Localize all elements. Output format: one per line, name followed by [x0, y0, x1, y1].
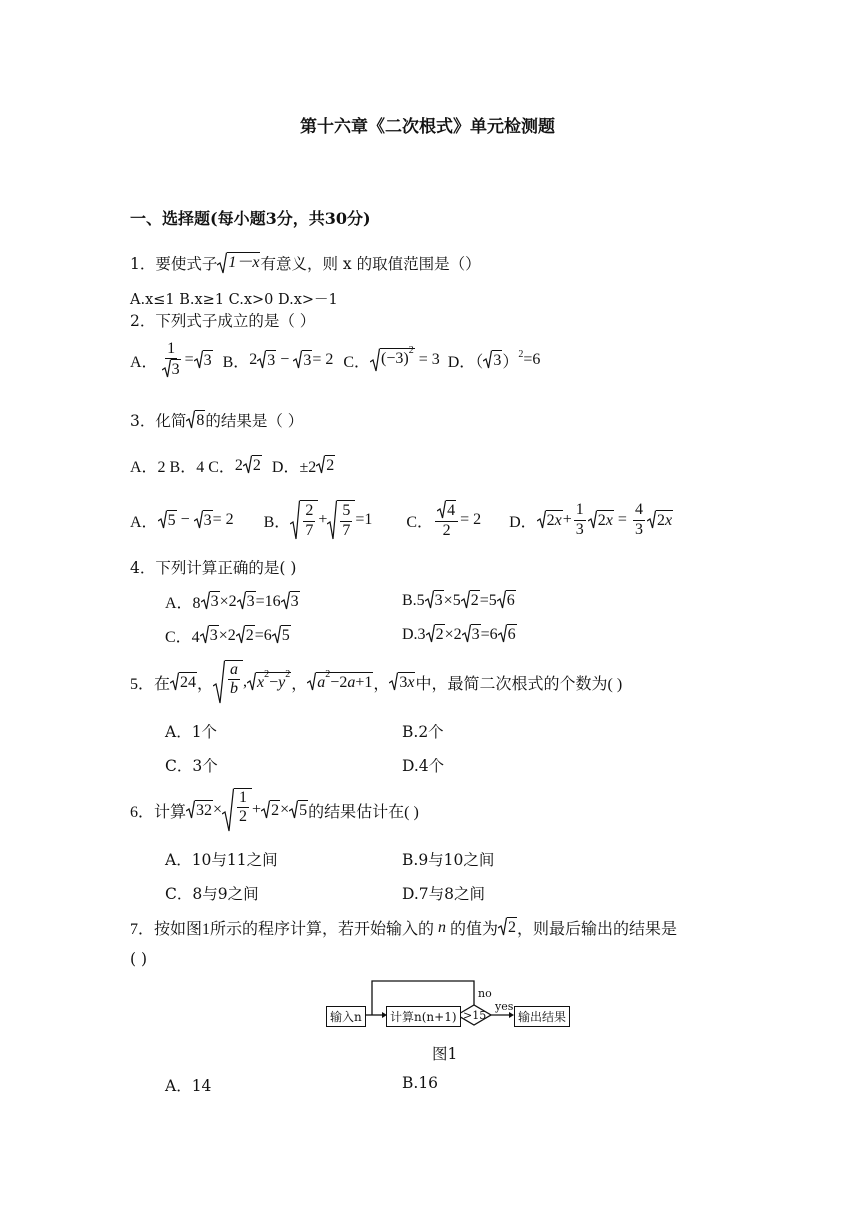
- q2-option-b-label: B．: [222, 353, 250, 371]
- q7-option-b: B.16: [402, 1074, 439, 1092]
- q2-d-paren: ）: [502, 353, 519, 371]
- question-1: [130, 252, 481, 274]
- flow-compute-box: 计算n(n+1): [386, 1006, 461, 1027]
- flow-input-box: 输入n: [326, 1006, 366, 1027]
- q5-option-b: B.2个: [402, 723, 444, 741]
- q5-stem-b: 中，最简二次根式的个数为( ): [415, 675, 623, 693]
- q1-stem-a: 1．要使式子: [130, 255, 218, 273]
- q3-options: A．2 B．4 C． 2 2 D．±2 2: [130, 454, 335, 477]
- q7-stem-b: 的值为: [450, 921, 499, 938]
- q6-option-d: D.7与8之间: [402, 885, 486, 903]
- q1-radicand: 1－x: [227, 252, 260, 274]
- q7-stem-c: ，则最后输出的结果是: [517, 921, 678, 938]
- q7-option-a: A．14: [165, 1077, 212, 1095]
- q4-option-b: B.5 3 ×5 2 =5 6: [402, 591, 515, 609]
- page-title: 第十六章《二次根式》单元检测题: [300, 117, 555, 137]
- q2-option-d-label: D．（: [447, 353, 484, 371]
- q2-b-result: = 2: [312, 351, 334, 369]
- q6-option-b: B.9与10之间: [402, 851, 495, 869]
- question-5: 5．在 24 ， $\frac{a}{b}$ , $x^2-y^2$ ， $a^2-2a+1$ ， 3x 中，最简二次根式的个数为( ): [130, 660, 622, 704]
- q7-paren: ( ): [130, 950, 148, 968]
- q1-options: A.x≤1 B.x≥1 C.x>0 D.x>－1: [130, 292, 338, 308]
- q5-option-a: A．1个: [165, 723, 218, 741]
- q4-option-c: C．4 3 ×2 2 =6 5: [165, 626, 290, 646]
- q5-option-d: D.4个: [402, 757, 445, 775]
- q3b-d-label: D．: [509, 513, 537, 531]
- q5-option-c: C．3个: [165, 757, 218, 775]
- q1-stem-b: 有意义，则 x 的取值范围是（）: [260, 255, 481, 273]
- q3-stem-b: 的结果是（ ）: [205, 412, 304, 430]
- figure-caption: 图1: [432, 1045, 458, 1063]
- question-3: 3．化简 8 的结果是（ ）: [130, 409, 303, 431]
- flow-compare-label: >15: [463, 1009, 487, 1022]
- question-4-stem: 4．下列计算正确的是( ): [130, 559, 297, 577]
- q3-stem-a: 3．化简: [130, 412, 187, 430]
- q3b-b-eq: =1: [355, 511, 373, 529]
- q3b-b-label: B．: [263, 513, 291, 531]
- flow-output-box: 输出结果: [514, 1006, 570, 1027]
- question-7: 7．按如图1所示的程序计算，若开始输入的 n 的值为 2 ，则最后输出的结果是: [130, 916, 677, 939]
- flowchart: [326, 978, 571, 1028]
- q7-stem-a: 7．按如图1所示的程序计算，若开始输入的: [130, 921, 435, 938]
- question-6: 6．计算 32 × $\frac{1}{2}$ + 2 × 5 的结果估计在( ): [130, 788, 419, 832]
- q6-option-c: C．8与9之间: [165, 885, 259, 903]
- q3b-c-label: C．: [406, 513, 434, 531]
- q5-stem-a: 5．在: [130, 675, 171, 693]
- q4-option-a: A．8 3 ×2 3 =16 3: [165, 592, 299, 612]
- q2-c-result: = 3: [418, 351, 440, 369]
- q4-option-d: D.3 2 ×2 3 =6 6: [402, 625, 516, 643]
- q3b-a-label: A．: [130, 513, 158, 531]
- question-2-stem: 2．下列式子成立的是（ ）: [130, 312, 316, 330]
- q3-options-a: A．2 B．4 C．: [130, 459, 235, 476]
- q3-options-d: D．±2: [271, 459, 317, 476]
- q3b-options: A． 5 − 3 = 2 B． $\frac{2}{7}$ + $\frac{5}{7}$ =1 C． $\frac{4}{2}$ = 2 D． 2x + $\frac{1}{3}$ 2x = $\frac{4}{3}$ 2x: [130, 501, 673, 539]
- q3b-a-eq: = 2: [212, 511, 234, 529]
- q6-stem-b: 的结果估计在( ): [308, 803, 419, 821]
- q6-stem-a: 6．计算: [130, 803, 187, 821]
- q2-option-a-label: A．: [130, 353, 158, 371]
- sqrt-1-minus-x: [217, 252, 260, 274]
- flow-yes-label: yes: [495, 1000, 514, 1013]
- section-heading: 一、选择题(每小题3分，共30分): [130, 209, 371, 228]
- q6-option-a: A．10与11之间: [165, 851, 278, 869]
- q2-d-result: =6: [523, 351, 541, 369]
- flow-no-label: no: [478, 987, 492, 1000]
- q3b-c-eq: = 2: [460, 511, 482, 529]
- q2-fraction-1-over-sqrt3: $\frac{1}{3}$: [160, 340, 183, 380]
- q2-option-c-label: C．: [343, 353, 371, 371]
- q2-options: A． $\frac{1}{3}$ = 3 B． 2 3 − 3 = 2 C． $(-3)^2$ = 3 D．（ 3 ） 2 =6: [130, 340, 541, 379]
